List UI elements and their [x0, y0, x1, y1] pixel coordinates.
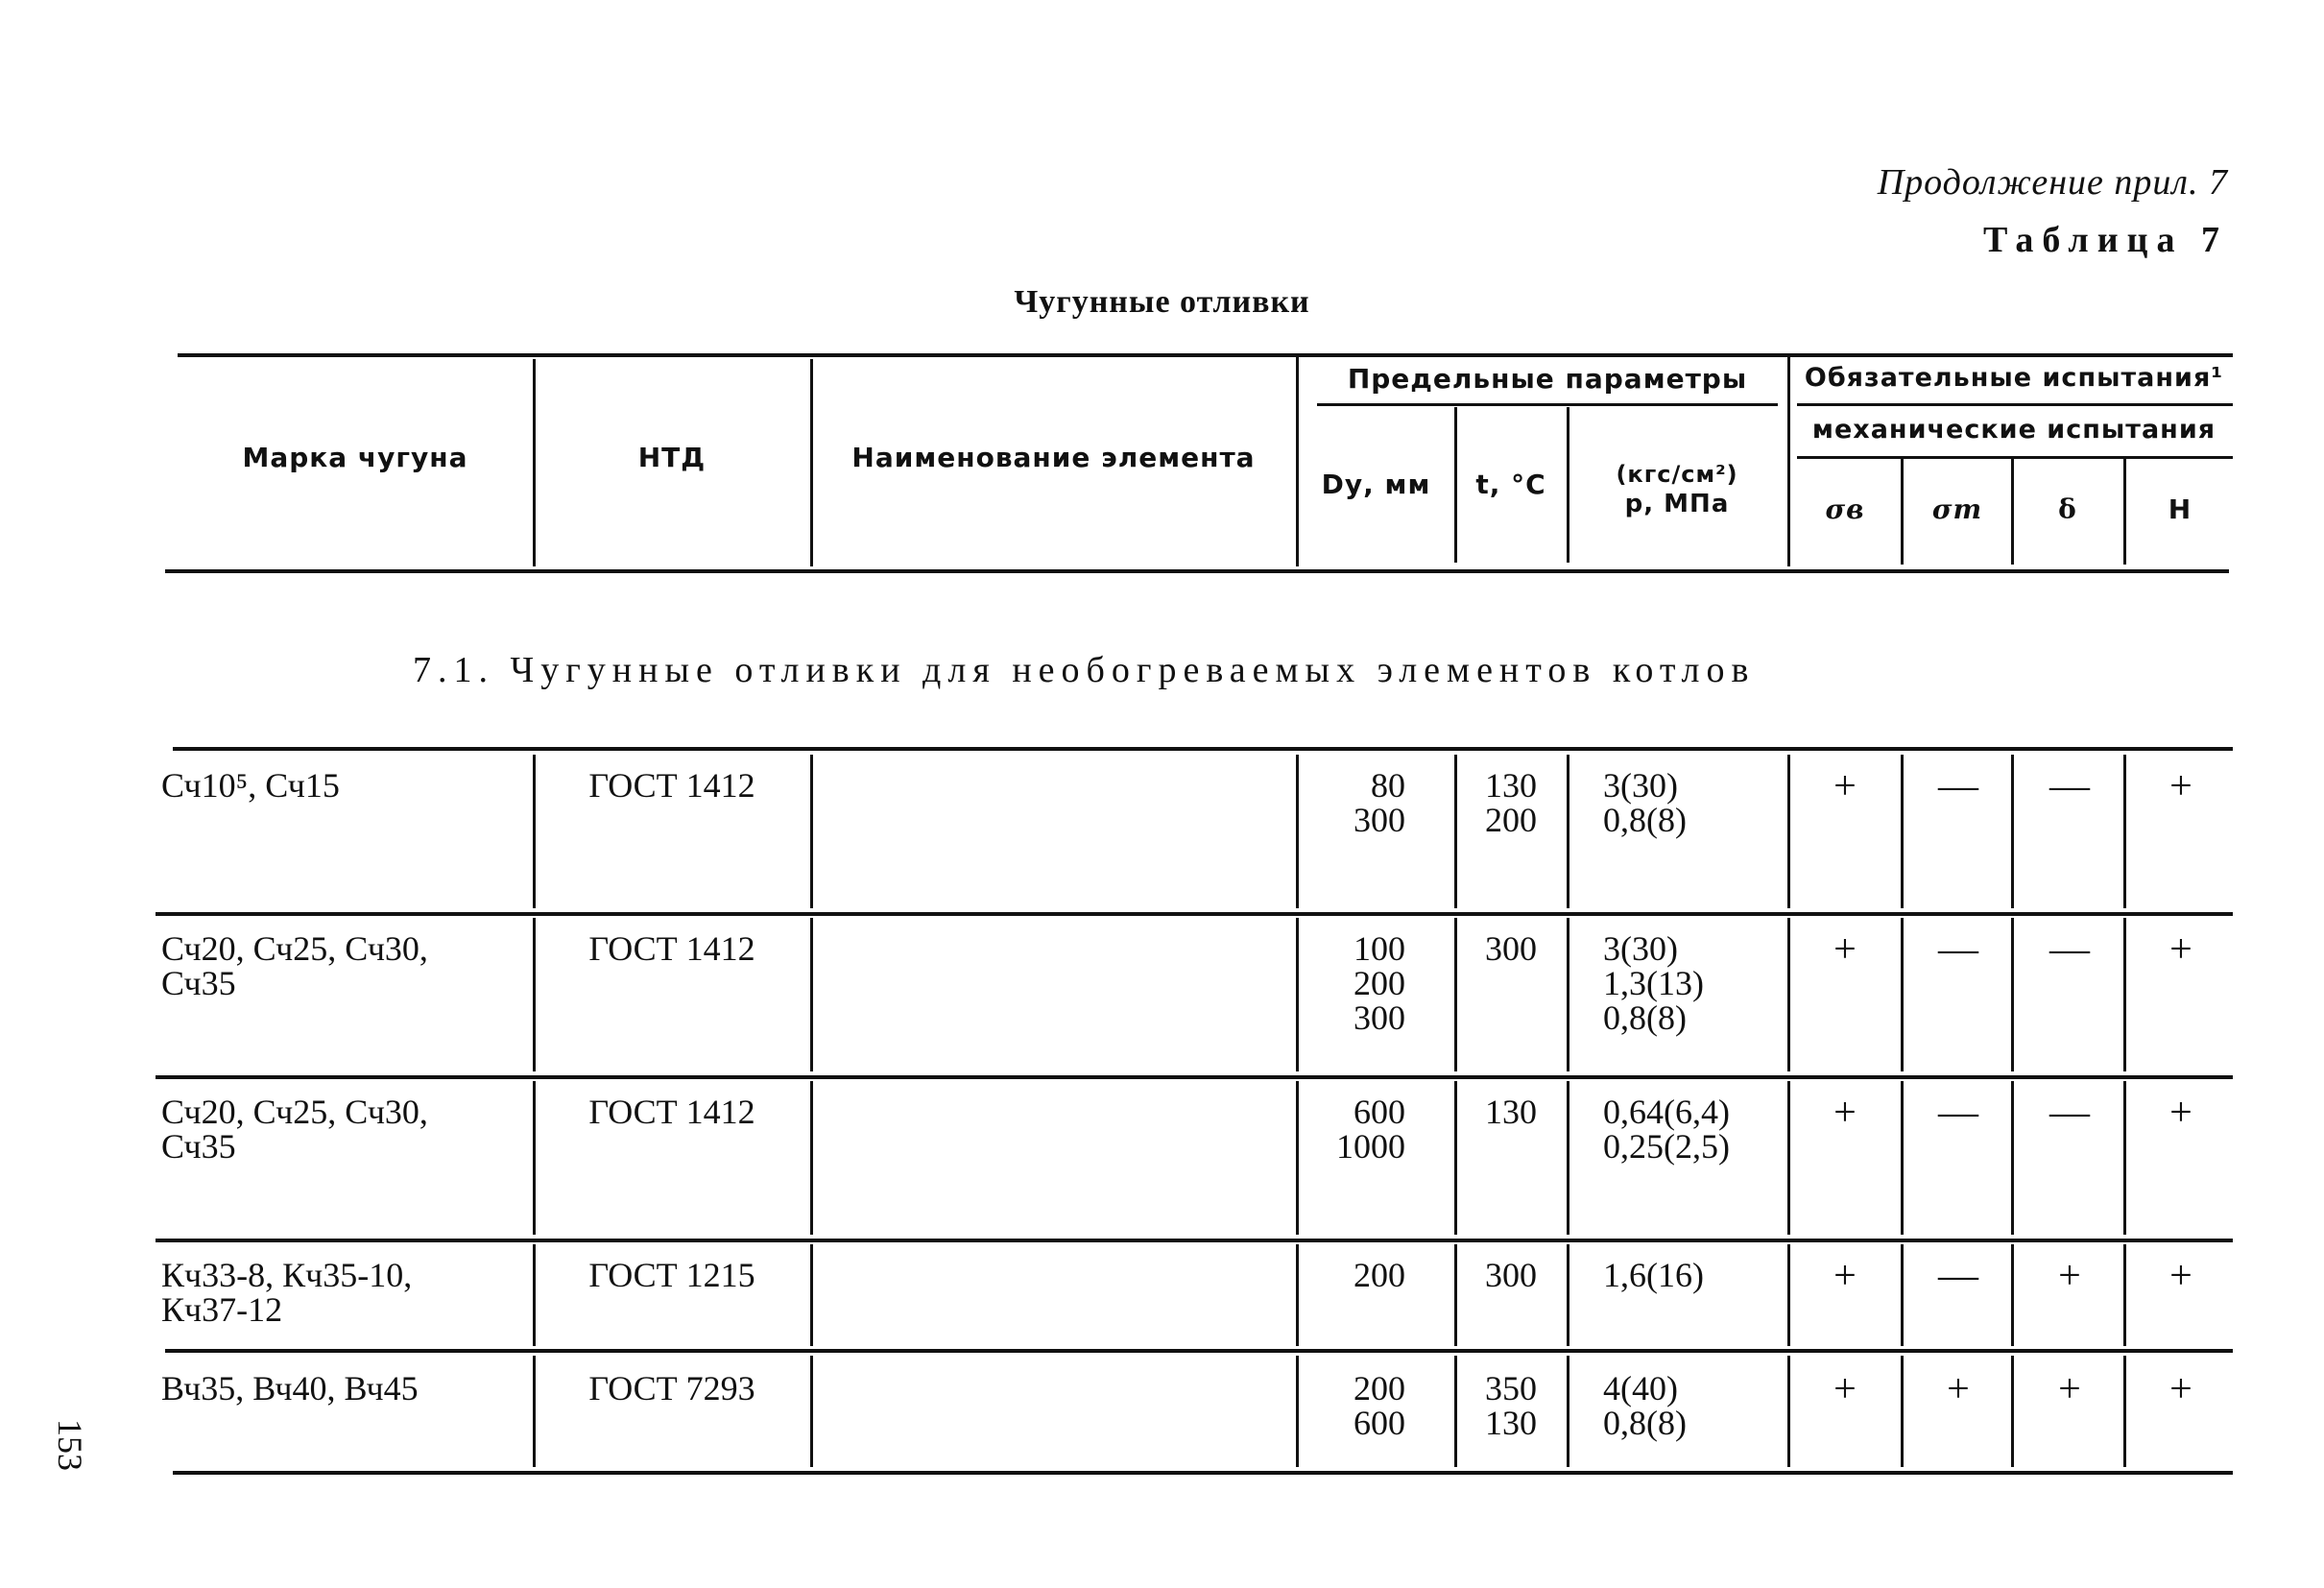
dy-cell: [1306, 931, 1405, 1035]
p-cell: [1603, 1258, 1785, 1292]
row-rule: [156, 912, 2233, 916]
row-vline: [2011, 755, 2014, 908]
row-vline: [1296, 1244, 1299, 1346]
grade-line: Сч10⁵, Сч15: [161, 766, 340, 805]
test-mark: —: [2049, 1091, 2090, 1135]
test-mark: +: [1833, 927, 1857, 972]
dy-value: 300: [1354, 801, 1405, 839]
bottom-rule: [173, 1471, 2233, 1475]
row-vline: [1787, 1244, 1790, 1346]
continued-note: Продолжение прил. 7: [1877, 162, 2228, 203]
test-mark: +: [1833, 1254, 1857, 1298]
test-mark: —: [1938, 1091, 1978, 1135]
row-vline: [1296, 1081, 1299, 1235]
row-vline: [1901, 755, 1904, 908]
row-vline: [533, 1356, 536, 1467]
dy-cell: [1306, 1371, 1405, 1440]
dy-value: 600: [1354, 1093, 1405, 1131]
section-heading: 7.1. Чугунные отливки для необогреваемых элементов котлов: [413, 650, 1756, 690]
row-vline: [533, 1081, 536, 1235]
test-mark: +: [2169, 1254, 2192, 1298]
p-value: 0,25(2,5): [1603, 1127, 1730, 1166]
grade-line: Кч37-12: [161, 1290, 283, 1329]
row-vline: [810, 755, 813, 908]
grade-cell: [161, 931, 526, 1000]
t-cell: [1459, 768, 1563, 837]
col-t: t, °C: [1475, 469, 1546, 500]
test-mark: +: [1947, 1367, 1970, 1411]
ntd-cell: ГОСТ 1215: [588, 1256, 755, 1294]
test-mark: +: [2169, 764, 2192, 808]
grade-line: Сч20, Сч25, Сч30,: [161, 929, 428, 968]
hdr-vline: [810, 359, 813, 566]
p-value: 1,6(16): [1603, 1256, 1704, 1294]
col-dy: Dу, мм: [1321, 469, 1431, 500]
dy-cell: [1306, 1258, 1405, 1292]
row-vline: [810, 918, 813, 1071]
row-vline: [1901, 1081, 1904, 1235]
p-value: 1,3(13): [1603, 964, 1704, 1002]
row-vline: [1567, 1244, 1569, 1346]
p-value: 0,8(8): [1603, 1404, 1687, 1442]
test-mark: —: [2049, 764, 2090, 808]
p-cell: [1603, 1371, 1785, 1440]
row-vline: [1567, 755, 1569, 908]
row-vline: [1454, 1356, 1457, 1467]
t-value: 350: [1485, 1369, 1537, 1408]
dy-value: 100: [1354, 929, 1405, 968]
t-cell: [1459, 1095, 1563, 1129]
p-cell: [1603, 1095, 1785, 1164]
test-mark: —: [2049, 927, 2090, 972]
p-value: 0,8(8): [1603, 801, 1687, 839]
col-p-line2: p, МПа: [1624, 490, 1730, 518]
row-vline: [2123, 1356, 2126, 1467]
row-vline: [533, 1244, 536, 1346]
row-vline: [1567, 1356, 1569, 1467]
test-mark: —: [1938, 1254, 1978, 1298]
table-title: Чугунные отливки: [1014, 284, 1310, 320]
row-vline: [810, 1081, 813, 1235]
row-rule: [156, 1239, 2233, 1242]
row-vline: [2011, 1356, 2014, 1467]
table-label: Таблица 7: [1982, 220, 2228, 260]
header-top-rule: [178, 353, 2233, 357]
row-vline: [1296, 755, 1299, 908]
row-vline: [1567, 1081, 1569, 1235]
row-rule: [165, 1349, 2233, 1353]
row-vline: [533, 755, 536, 908]
p-cell: [1603, 931, 1785, 1035]
dy-value: 600: [1354, 1404, 1405, 1442]
test-mark: +: [2058, 1254, 2081, 1298]
row-vline: [1787, 918, 1790, 1071]
dy-value: 1000: [1336, 1127, 1405, 1166]
limits-underline: [1317, 403, 1778, 406]
t-value: 130: [1485, 1093, 1537, 1131]
hdr-vline: [1787, 353, 1790, 566]
row-vline: [2123, 918, 2126, 1071]
t-cell: [1459, 1258, 1563, 1292]
dy-value: 200: [1354, 964, 1405, 1002]
row-vline: [1454, 918, 1457, 1071]
col-delta: δ: [2058, 493, 2077, 525]
test-mark: +: [2169, 1367, 2192, 1411]
t-cell: [1459, 931, 1563, 966]
test-mark: +: [1833, 1367, 1857, 1411]
col-mech: механические испытания: [1811, 415, 2216, 445]
col-h: H: [2168, 493, 2192, 525]
tests-underline: [1797, 403, 2233, 406]
dy-cell: [1306, 768, 1405, 837]
row-vline: [1454, 1244, 1457, 1346]
row-rule: [156, 1075, 2233, 1079]
ntd-cell: ГОСТ 1412: [588, 1093, 755, 1131]
ntd-cell: ГОСТ 7293: [588, 1369, 755, 1408]
page-number: 153: [51, 1419, 89, 1471]
row-vline: [1454, 755, 1457, 908]
row-vline: [2011, 1244, 2014, 1346]
col-sigma-v: σв: [1825, 493, 1865, 525]
test-mark: +: [2169, 1091, 2192, 1135]
row-vline: [1787, 1356, 1790, 1467]
row-vline: [1787, 755, 1790, 908]
row-vline: [1296, 1356, 1299, 1467]
test-mark: +: [1833, 764, 1857, 808]
row-vline: [1901, 1356, 1904, 1467]
row-vline: [1901, 1244, 1904, 1346]
grade-line: Вч35, Вч40, Вч45: [161, 1369, 419, 1408]
row-vline: [533, 918, 536, 1071]
grade-cell: [161, 1095, 526, 1164]
dy-value: 200: [1354, 1256, 1405, 1294]
ntd-cell: ГОСТ 1412: [588, 929, 755, 968]
test-mark: +: [2169, 927, 2192, 972]
row-vline: [810, 1356, 813, 1467]
p-value: 0,64(6,4): [1603, 1093, 1730, 1131]
col-element: Наименование элемента: [851, 442, 1256, 473]
grade-line: Сч35: [161, 1127, 236, 1166]
row-vline: [2123, 1081, 2126, 1235]
t-cell: [1459, 1371, 1563, 1440]
row-vline: [1296, 918, 1299, 1071]
t-value: 200: [1485, 801, 1537, 839]
test-mark: —: [1938, 927, 1978, 972]
col-grade: Марка чугуна: [242, 442, 468, 473]
t-value: 300: [1485, 929, 1537, 968]
row-vline: [2011, 1081, 2014, 1235]
grade-cell: [161, 1371, 526, 1406]
row-vline: [1901, 918, 1904, 1071]
col-sigma-t: σт: [1931, 493, 1983, 525]
grade-cell: [161, 768, 526, 803]
header-bottom-rule: [165, 569, 2229, 573]
test-mark: —: [1938, 764, 1978, 808]
col-ntd: НТД: [637, 442, 707, 473]
hdr-vline: [1901, 459, 1904, 565]
row-vline: [2123, 755, 2126, 908]
row-vline: [2011, 918, 2014, 1071]
hdr-vline: [1296, 353, 1299, 566]
p-value: 0,8(8): [1603, 999, 1687, 1037]
t-value: 300: [1485, 1256, 1537, 1294]
dy-value: 200: [1354, 1369, 1405, 1408]
row-vline: [2123, 1244, 2126, 1346]
col-limits: Предельные параметры: [1347, 363, 1748, 395]
row-vline: [1787, 1081, 1790, 1235]
grade-line: Сч20, Сч25, Сч30,: [161, 1093, 428, 1131]
hdr-vline: [1454, 407, 1457, 563]
col-tests: Обязательные испытания¹: [1804, 363, 2224, 393]
hdr-vline: [1567, 407, 1569, 563]
row-vline: [810, 1244, 813, 1346]
grade-cell: [161, 1258, 526, 1327]
p-value: 4(40): [1603, 1369, 1678, 1408]
ntd-cell: ГОСТ 1412: [588, 766, 755, 805]
row-vline: [1454, 1081, 1457, 1235]
p-cell: [1603, 768, 1785, 837]
row-rule: [173, 747, 2233, 751]
test-mark: +: [1833, 1091, 1857, 1135]
grade-line: Кч33-8, Кч35-10,: [161, 1256, 413, 1294]
p-value: 3(30): [1603, 929, 1678, 968]
grade-line: Сч35: [161, 964, 236, 1002]
dy-value: 80: [1371, 766, 1405, 805]
dy-cell: [1306, 1095, 1405, 1164]
t-value: 130: [1485, 1404, 1537, 1442]
hdr-vline: [533, 359, 536, 566]
test-mark: +: [2058, 1367, 2081, 1411]
row-vline: [1567, 918, 1569, 1071]
p-value: 3(30): [1603, 766, 1678, 805]
t-value: 130: [1485, 766, 1537, 805]
mech-underline: [1797, 456, 2233, 459]
col-p-line1: (кгс/см²): [1616, 461, 1738, 488]
dy-value: 300: [1354, 999, 1405, 1037]
